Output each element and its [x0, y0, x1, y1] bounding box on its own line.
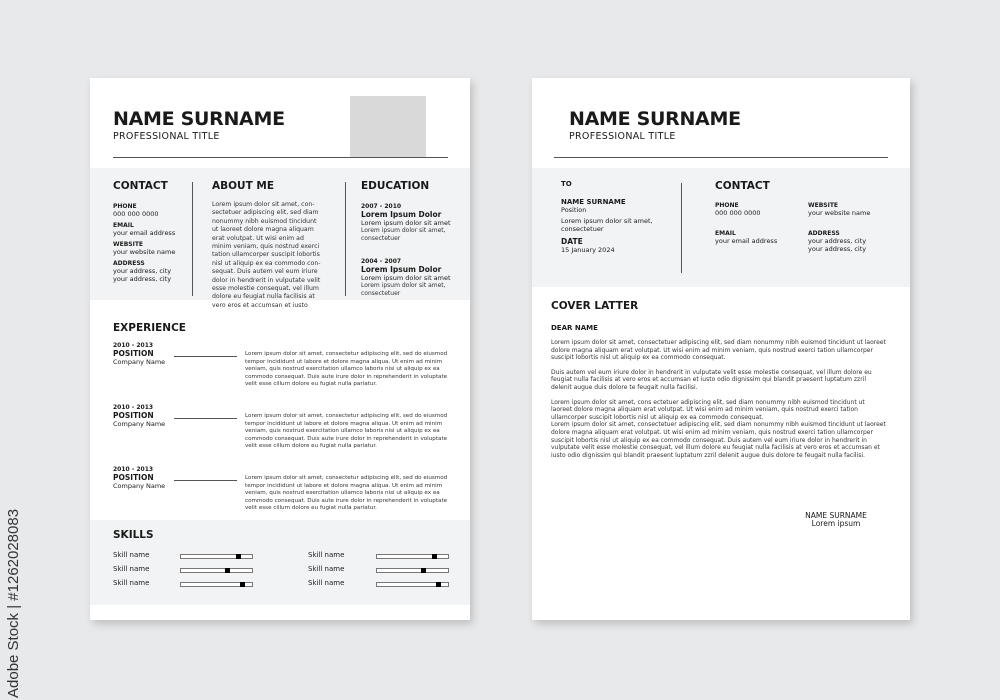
skill-name: Skill name — [308, 565, 345, 573]
contact-email — [715, 230, 777, 245]
experience-position: POSITION — [113, 473, 154, 482]
experience-item — [113, 466, 165, 490]
phone-value: 000 000 0000 — [715, 209, 761, 217]
contact-list — [113, 203, 198, 283]
contact-heading: CONTACT — [715, 180, 770, 192]
experience-description: Lorem ipsum dolor sit amet, consectetur adipiscing elit, sed do eiusmod tempor incididunt ut labore et dolore magna aliqua. Ut enim ad minim veniam, quis nostrud exercitation ullamco laboris nisi ut aliquip ex ea commodo consequat. Duis aute irure dolor in reprehenderit in voluptate velit esse cillum dolore eu fugiat nulla pariatur. — [245, 475, 448, 511]
education-line: Lorem ipsum dolor sit amet — [361, 219, 451, 227]
contact-phone — [715, 202, 761, 217]
email-value: your email address — [113, 229, 176, 237]
skill-level-marker — [240, 582, 245, 587]
photo-placeholder — [350, 96, 426, 157]
resume-page — [90, 78, 470, 620]
greeting: DEAR NAME — [551, 324, 598, 332]
skill-name: Skill name — [113, 551, 150, 559]
website-value: your website name — [113, 248, 176, 256]
skill-level-marker — [421, 568, 426, 573]
column-divider — [345, 182, 346, 296]
experience-connector — [174, 356, 237, 357]
education-line: Lorem ipsum dolor sit amet — [361, 274, 451, 282]
education-desc: Lorem ipsum dolor sit amet, consectetuer — [361, 227, 446, 242]
skill-level-bar — [180, 568, 253, 573]
phone-label: PHONE — [113, 203, 137, 210]
education-years: 2007 - 2010 — [361, 203, 402, 210]
signature-subtitle: Lorem ipsum — [811, 519, 861, 528]
header-divider — [554, 157, 888, 158]
education-title: Lorem Ipsum Dolor — [361, 210, 442, 219]
experience-position: POSITION — [113, 411, 154, 420]
skill-name: Skill name — [113, 565, 150, 573]
skill-level-marker — [432, 554, 437, 559]
experience-position: POSITION — [113, 349, 154, 358]
skill-name: Skill name — [113, 579, 150, 587]
recipient-text: Lorem ipsum dolor sit amet, consectetuer — [561, 217, 653, 233]
letter-name: NAME SURNAME — [569, 108, 741, 130]
cover-letter-page — [532, 78, 910, 620]
date-value: 15 January 2024 — [561, 246, 615, 254]
cover-letter-heading: COVER LATTER — [551, 300, 639, 312]
address-label: ADDRESS — [808, 230, 840, 237]
skill-level-marker — [436, 582, 441, 587]
education-desc: Lorem ipsum dolor sit amet, consectetuer — [361, 282, 446, 297]
to-heading: TO — [561, 180, 572, 188]
experience-connector — [174, 480, 237, 481]
skill-level-bar — [376, 568, 449, 573]
experience-connector — [174, 418, 237, 419]
letter-title: PROFESSIONAL TITLE — [569, 131, 676, 142]
skill-name: Skill name — [308, 579, 345, 587]
resume-title: PROFESSIONAL TITLE — [113, 131, 220, 142]
watermark-text: Adobe Stock | #1262028083 — [5, 508, 22, 698]
experience-description: Lorem ipsum dolor sit amet, consectetur adipiscing elit, sed do eiusmod tempor incididunt ut labore et dolore magna aliqua. Ut enim ad minim veniam, quis nostrud exercitation ullamco laboris nisi ut aliquip ex ea commodo consequat. Duis aute irure dolor in reprehenderit in voluptate velit esse cillum dolore eu fugiat nulla pariatur. — [245, 413, 448, 449]
recipient-block — [561, 198, 671, 254]
experience-years: 2010 - 2013 — [113, 342, 154, 349]
letter-body — [551, 339, 886, 459]
experience-company: Company Name — [113, 358, 166, 366]
contact-heading: CONTACT — [113, 180, 168, 192]
experience-item — [113, 404, 165, 428]
recipient-position: Position — [561, 206, 587, 214]
skill-level-bar — [376, 582, 449, 587]
experience-description: Lorem ipsum dolor sit amet, consectetur adipiscing elit, sed do eiusmod tempor incididunt ut labore et dolore magna aliqua. Ut enim ad minim veniam, quis nostrud exercitation ullamco laboris nisi ut aliquip ex ea commodo consequat. Duis aute irure dolor in reprehenderit in voluptate velit esse cillum dolore eu fugiat nulla pariatur. — [245, 351, 448, 387]
recipient-name: NAME SURNAME — [561, 198, 626, 206]
skill-name: Skill name — [308, 551, 345, 559]
address-value: your address, city your address, city — [808, 237, 867, 253]
skill-level-marker — [225, 568, 230, 573]
education-item — [361, 203, 456, 242]
contact-address — [808, 230, 866, 253]
resume-name: NAME SURNAME — [113, 108, 285, 130]
skill-level-marker — [236, 554, 241, 559]
header-divider — [113, 157, 448, 158]
experience-years: 2010 - 2013 — [113, 404, 154, 411]
address-value: your address, city your address, city — [113, 267, 172, 283]
signature-name: NAME SURNAME — [805, 511, 867, 520]
skill-level-bar — [180, 554, 253, 559]
letter-paragraph: Lorem ipsum dolor sit amet, consectetuer adipiscing elit, sed diam nonummy nibh euismod tincidunt ut laoreet dolore magna aliquam erat volutpat. Ut wisi enim ad minim veniam, quis nostrud exerci tation ullamcorper suscipit lobortis nisl ut aliquip ex ea commodo consequat. — [551, 339, 886, 362]
about-heading: ABOUT ME — [212, 180, 275, 192]
date-label: DATE — [561, 237, 583, 246]
email-label: EMAIL — [715, 230, 736, 237]
letter-paragraph: Lorem ipsum dolor sit amet, cons ectetuer adipiscing elit, sed diam nonummy nibh euismod tincidunt ut laoreet dolore magna aliquam erat volutpat. Ut wisi enim ad minim veniam, quis nostrud exerci tation ullamcorper suscipit lobortis nisl ut aliquip ex ea commodo consequat. Lorem ipsum dolor sit amet, consectetuer adipiscing elit, sed diam nonummy nibh euismod tincidunt ut laoreet dolore magna aliquam erat volutpat. Ut wisi enim ad minim veniam, quis nostrud exerci tation ullamcorper suscipit lobortis nisl ut aliquip ex ea commodo consequat. Duis autem vel eum iriure dolor in hendrerit in vulputate velit esse molestie consequat, vel illum dolore eu feugiat nulla facilisis at vero eros et accumsan et iusto odio dignissim qui blandit praesent luptatum zzril delenit augue duis dolore te feugait nulla facilisi. — [551, 398, 886, 459]
address-label: ADDRESS — [113, 260, 145, 267]
signature-block — [794, 512, 878, 528]
education-title: Lorem Ipsum Dolor — [361, 265, 442, 274]
phone-value: 000 000 0000 — [113, 210, 159, 218]
column-divider — [192, 182, 193, 296]
website-label: WEBSITE — [113, 241, 144, 248]
letter-paragraph: Duis autem vel eum iriure dolor in hendrerit in vulputate velit esse molestie consequat, vel illum dolore eu feugiat nulla facilisis at vero eros et accumsan et iusto odio dignissim qui blandit praesent luptatum zzril delenit augue duis dolore te feugait nulla facilisi. — [551, 368, 872, 391]
skill-level-bar — [376, 554, 449, 559]
email-label: EMAIL — [113, 222, 134, 229]
contact-website — [808, 202, 870, 217]
email-value: your email address — [715, 237, 778, 245]
skill-level-bar — [180, 582, 253, 587]
skills-heading: SKILLS — [113, 529, 154, 541]
experience-company: Company Name — [113, 420, 166, 428]
experience-company: Company Name — [113, 482, 166, 490]
column-divider — [681, 183, 682, 273]
phone-label: PHONE — [715, 202, 739, 209]
experience-heading: EXPERIENCE — [113, 322, 186, 334]
website-value: your website name — [808, 209, 871, 217]
experience-years: 2010 - 2013 — [113, 466, 154, 473]
experience-item — [113, 342, 165, 366]
website-label: WEBSITE — [808, 202, 839, 209]
about-text: Lorem ipsum dolor sit amet, con-sectetuer adipiscing elit, sed diam nonummy nibh euismod tincidunt ut laoreet dolore magna aliquam erat volutpat. Ut wisi enim ad minim veniam, quis nostrud exerci tation ullamcorper suscipit lobortis nisl ut aliquip ex ea commodo con-sequat. Duis autem vel eum iriure dolor in hendrerit in vulputate velit esse molestie consequat, vel illum dolore eu feugiat nulla facilisis at vero eros et accumsan et iusto — [212, 201, 321, 309]
education-years: 2004 - 2007 — [361, 258, 402, 265]
education-heading: EDUCATION — [361, 180, 430, 192]
education-item — [361, 258, 456, 297]
